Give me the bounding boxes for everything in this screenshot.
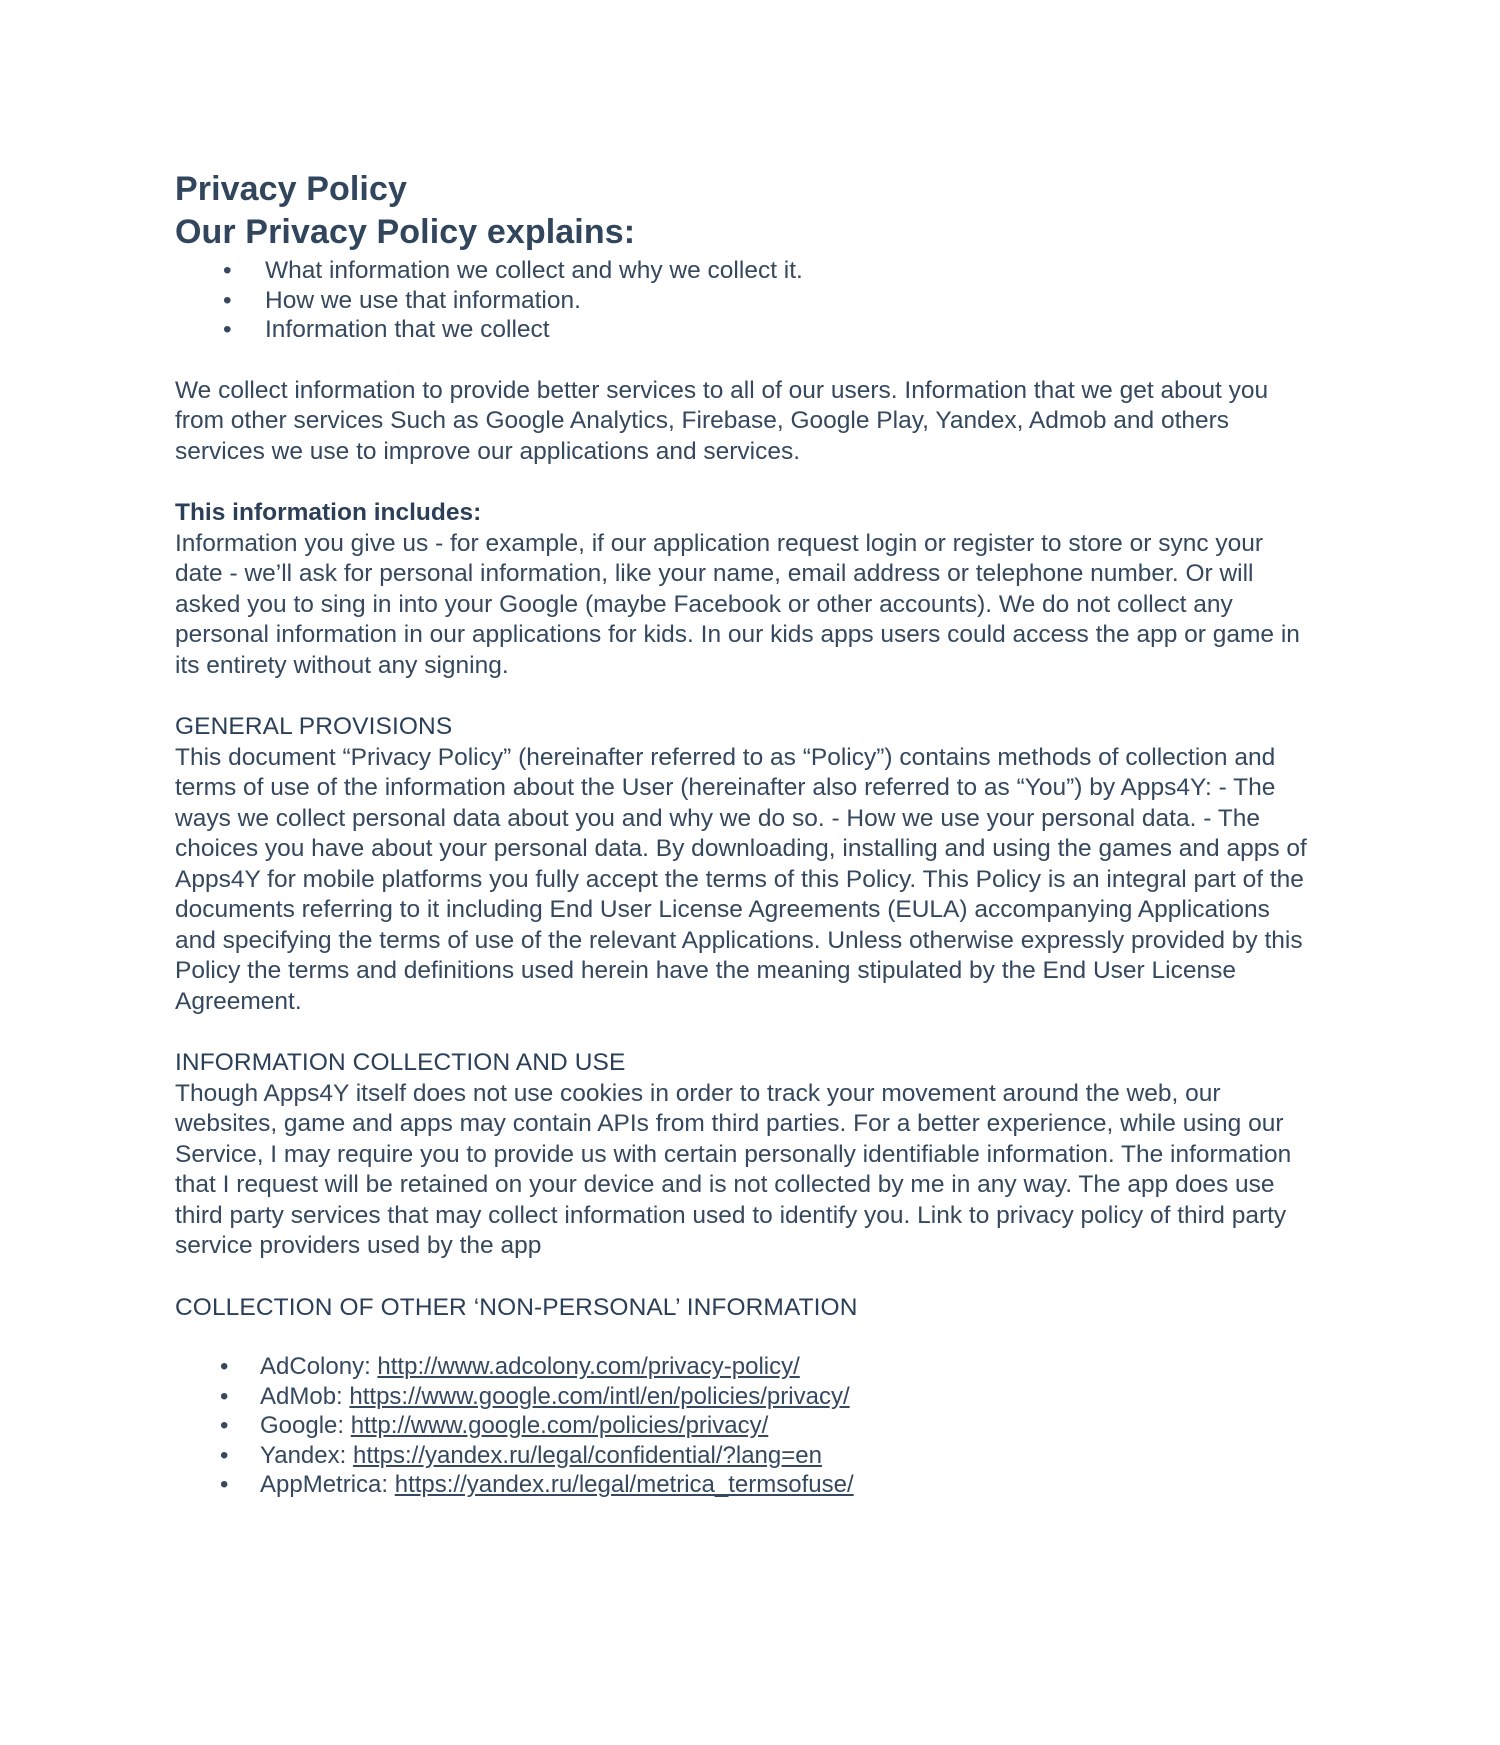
bullet-icon: • <box>220 1471 229 1498</box>
document-body <box>175 168 1317 1500</box>
list-item <box>175 1352 1317 1382</box>
bullet-icon: • <box>223 257 232 284</box>
bullet-icon: • <box>220 1353 229 1380</box>
bullet-icon: • <box>220 1441 229 1469</box>
list-item <box>175 286 1317 316</box>
provider-name: AppMetrica: <box>260 1471 389 1498</box>
section-heading-collection-of-other-non-personal-information: COLLECTION OF OTHER ‘NON-PERSONAL’ INFORMATION <box>175 1293 858 1321</box>
provider-name: Yandex: <box>260 1441 347 1469</box>
provider-policy-link[interactable]: https://www.google.com/intl/en/policies/privacy/ <box>349 1382 850 1410</box>
page-subtitle: Our Privacy Policy explains: <box>175 213 636 251</box>
list-item-label: What information we collect and why we collect it. <box>265 257 803 284</box>
list-item-label: How we use that information. <box>265 286 581 314</box>
provider-policy-link[interactable]: https://yandex.ru/legal/confidential/?lang=en <box>352 1441 822 1469</box>
explains-bullet-list <box>175 256 1317 345</box>
provider-name: AdMob: <box>260 1382 343 1410</box>
includes-paragraph: Information you give us - for example, if our application request login or register to store or sync your date - we’ll ask for personal information, like your name, email address or telephone number. Or will asked you to sing in into your Google (maybe Facebook or other accounts). We do not collect any personal information in our applications for kids. In our kids apps users could access the app or game in its entirety without any signing. <box>175 529 1300 679</box>
section-heading-this-information-includes: This information includes: <box>175 499 482 526</box>
list-item <box>175 1411 1317 1441</box>
spacer <box>175 1017 1317 1048</box>
spacer <box>175 1323 1317 1352</box>
section-heading-information-collection-and-use: INFORMATION COLLECTION AND USE <box>175 1049 626 1076</box>
provider-policy-link[interactable]: http://www.google.com/policies/privacy/ <box>350 1412 769 1439</box>
list-item <box>175 315 1317 345</box>
list-item <box>175 1441 1317 1471</box>
provider-link-list <box>175 1352 1317 1500</box>
provider-policy-link[interactable]: http://www.adcolony.com/privacy-policy/ <box>377 1353 800 1380</box>
provider-policy-link[interactable]: https://yandex.ru/legal/metrica_termsofuse/ <box>394 1471 854 1498</box>
section-heading-general-provisions: GENERAL PROVISIONS <box>175 713 453 740</box>
intro-paragraph: We collect information to provide better services to all of our users. Information that we get about you from other services Such as Google Analytics, Firebase, Google Play, Yandex, Admob and others services we use to improve our applications and services. <box>175 376 1269 465</box>
spacer <box>175 467 1317 498</box>
bullet-icon: • <box>220 1382 229 1410</box>
provider-name: Google: <box>260 1412 345 1439</box>
bullet-icon: • <box>223 316 232 343</box>
spacer <box>175 1262 1317 1293</box>
page-title: Privacy Policy <box>175 170 407 208</box>
list-item-label: Information that we collect <box>265 316 550 343</box>
information-collection-paragraph: Though Apps4Y itself does not use cookies in order to track your movement around the web, our websites, game and apps may contain APIs from third parties. For a better experience, while using our Service, I may require you to provide us with certain personally identifiable information. The information that I request will be retained on your device and is not collected by me in any way. The app does use third party services that may collect information used to identify you. Link to privacy policy of third party service providers used by the app <box>175 1079 1292 1259</box>
provider-name: AdColony: <box>260 1353 371 1380</box>
bullet-icon: • <box>223 286 232 314</box>
spacer <box>175 345 1317 376</box>
bullet-icon: • <box>220 1412 229 1439</box>
spacer <box>175 681 1317 712</box>
general-provisions-paragraph: This document “Privacy Policy” (hereinafter referred to as “Policy”) contains methods of collection and terms of use of the information about the User (hereinafter also referred to as “You”) by Apps4Y: - The ways we collect personal data about you and why we do so. - How we use your personal data. - The choices you have about your personal data. By downloading, installing and using the games and apps of Apps4Y for mobile platforms you fully accept the terms of this Policy. This Policy is an integral part of the documents referring to it including End User License Agreements (EULA) accompanying Applications and specifying the terms of use of the relevant Applications. Unless otherwise expressly provided by this Policy the terms and definitions used herein have the meaning stipulated by the End User License Agreement. <box>175 743 1307 1015</box>
list-item <box>175 256 1317 286</box>
list-item <box>175 1382 1317 1412</box>
list-item <box>175 1470 1317 1500</box>
